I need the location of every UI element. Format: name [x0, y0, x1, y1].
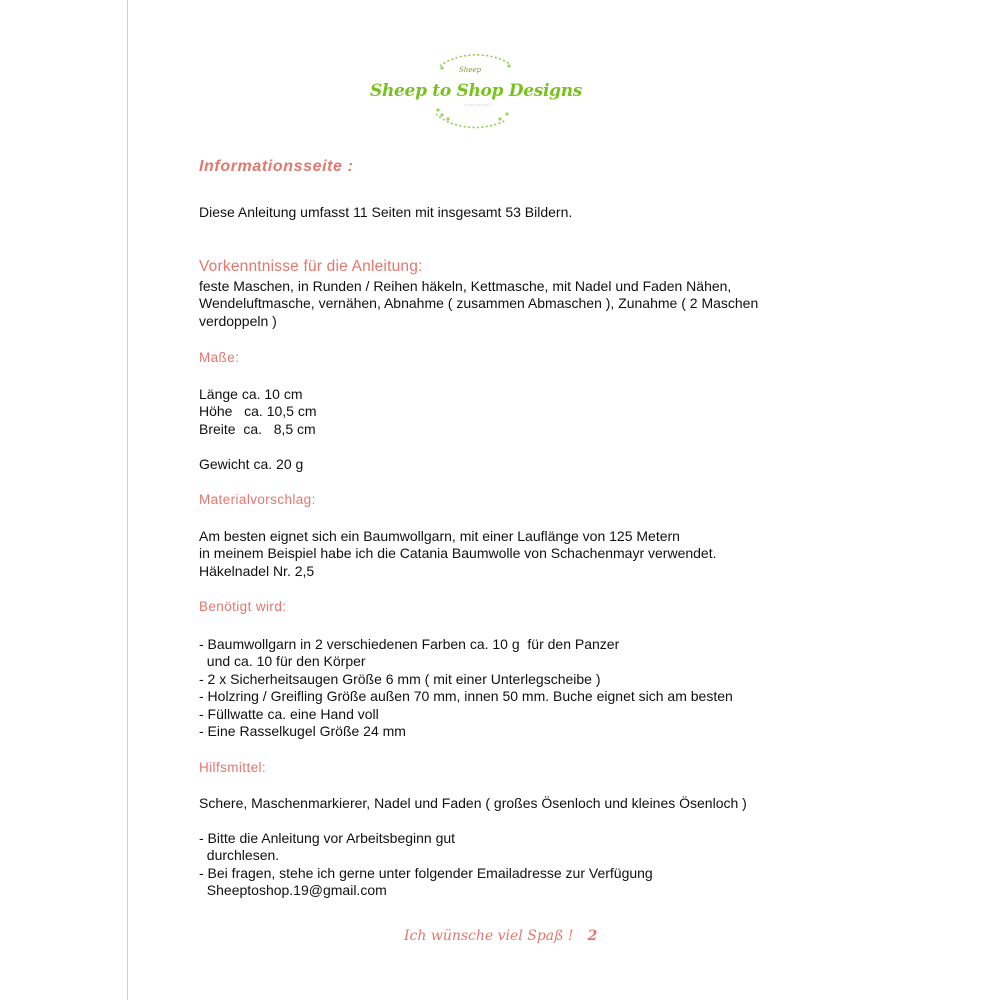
benoetigt-heading: Benötigt wird: [199, 599, 287, 614]
hilfsmittel-text: Schere, Maschenmarkierer, Nadel und Faden ( großes Ösenloch und kleines Ösenloch ) [199, 795, 747, 811]
material-line: in meinem Beispiel habe ich die Catania Baumwolle von Schachenmayr verwendet. [199, 545, 717, 562]
page-number: 2 [587, 928, 598, 944]
note-line: durchlesen. [199, 847, 280, 864]
logo-name: Sheep to Shop Designs [370, 81, 583, 101]
benoetigt-line: - Eine Rasselkugel Größe 24 mm [199, 723, 406, 740]
note-line: - Bitte die Anleitung vor Arbeitsbeginn gut [199, 830, 456, 846]
masse-heading: Maße: [199, 350, 240, 365]
page-title: Informationsseite : [199, 158, 354, 175]
hilfsmittel-notes [199, 830, 653, 900]
benoetigt-line: - Füllwatte ca. eine Hand voll [199, 705, 379, 722]
benoetigt-line: und ca. 10 für den Körper [199, 653, 366, 670]
logo [370, 52, 583, 132]
vorkenntnisse-line: Wendeluftmasche, vernähen, Abnahme ( zusammen Abmaschen ), Zunahme ( 2 Maschen [199, 295, 759, 312]
footer-text: Ich wünsche viel Spaß ! [404, 928, 574, 944]
vorkenntnisse-line: feste Maschen, in Runden / Reihen häkeln, Kettmasche, mit Nadel und Faden Nähen, [199, 278, 732, 294]
benoetigt-line: - 2 x Sicherheitsaugen Größe 6 mm ( mit einer Unterlegscheibe ) [199, 670, 601, 687]
benoetigt-list [199, 636, 733, 740]
intro-text: Diese Anleitung umfasst 11 Seiten mit insgesamt 53 Bildern. [199, 204, 573, 220]
footer [404, 928, 597, 944]
material-heading: Materialvorschlag: [199, 492, 316, 507]
material-text [199, 528, 717, 580]
hilfsmittel-heading: Hilfsmittel: [199, 760, 267, 775]
page-edge [127, 0, 128, 1000]
note-line: - Bei fragen, stehe ich gerne unter folgender Emailadresse zur Verfügung [199, 864, 653, 881]
benoetigt-line: - Baumwollgarn in 2 verschiedenen Farben ca. 10 g für den Panzer [199, 636, 620, 652]
email-line: Sheeptoshop.19@gmail.com [199, 882, 387, 899]
material-line: Am besten eignet sich ein Baumwollgarn, mit einer Lauflänge von 125 Metern [199, 528, 680, 544]
vorkenntnisse-heading: Vorkenntnisse für die Anleitung: [199, 258, 423, 275]
weight-text: Gewicht ca. 20 g [199, 456, 304, 472]
masse-line: Länge ca. 10 cm [199, 386, 303, 402]
vorkenntnisse-text [199, 278, 758, 330]
benoetigt-line: - Holzring / Greifling Größe außen 70 mm, innen 50 mm. Buche eignet sich am besten [199, 688, 733, 705]
masse-line: Höhe ca. 10,5 cm [199, 403, 317, 420]
material-line: Häkelnadel Nr. 2,5 [199, 562, 315, 579]
logo-small-text: Sheep [458, 66, 482, 74]
masse-line: Breite ca. 8,5 cm [199, 420, 316, 437]
masse-list [199, 386, 317, 438]
vorkenntnisse-line: verdoppeln ) [199, 312, 277, 329]
